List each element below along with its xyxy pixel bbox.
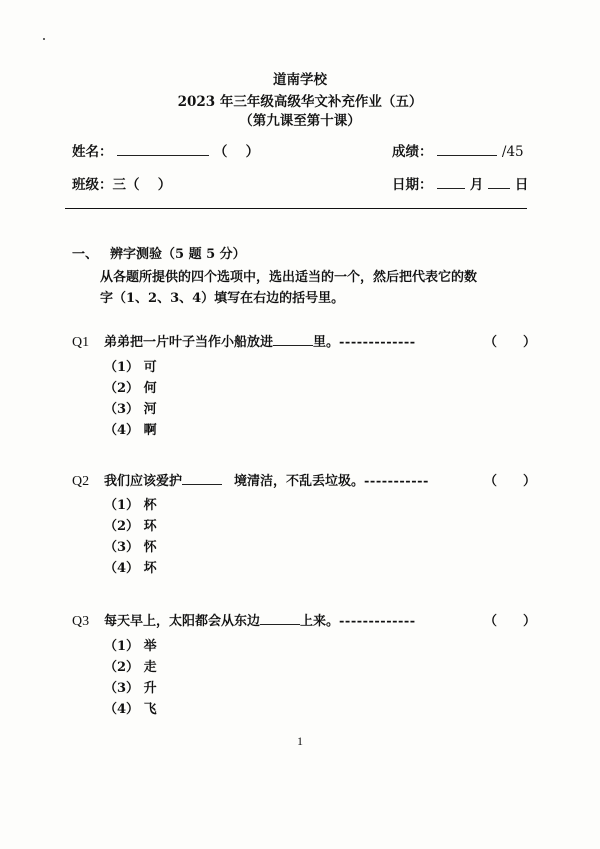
name-label: 姓名： [72,144,113,160]
answer-paren[interactable]: （ ） [484,614,537,629]
class-label: 班级：三（ ） [72,177,172,193]
dash-leader: ------------- [339,614,416,629]
page-number: 1 [297,734,303,748]
month-label: 月 [469,177,484,193]
question-3 [72,610,537,630]
instruction-line-2: 字（1、2、3、4）填写在右边的括号里。 [100,291,345,306]
instruction-line-1: 从各题所提供的四个选项中，选出适当的一个，然后把代表它的数 [100,270,478,285]
name-blank[interactable] [117,145,209,156]
answer-blank[interactable] [260,614,300,625]
score-total: /45 [501,144,524,160]
question-text-after: 里。 [313,335,340,350]
score-field [392,140,524,160]
answer-paren[interactable]: （ ） [484,474,537,489]
section-number: 一、 [72,247,99,262]
section-heading [72,243,246,262]
dash-leader: ------------- [339,335,416,350]
question-number: Q3 [72,614,90,629]
header-divider [65,208,527,209]
question-2 [72,470,537,490]
question-number: Q2 [72,474,90,489]
option-2: （2） 何 [104,381,157,396]
option-1: （1） 杯 [104,498,157,513]
option-4: （4） 坏 [104,561,157,576]
name-field [72,140,259,160]
option-3: （3） 河 [104,402,157,417]
class-field[interactable] [72,173,171,193]
option-1: （1） 举 [104,639,157,654]
day-label: 日 [514,177,529,193]
worksheet-subtitle: （第九课至第十课） [239,113,361,129]
score-label: 成绩： [392,144,433,160]
day-blank[interactable] [488,178,510,189]
dash-leader: ----------- [364,474,429,489]
name-paren[interactable]: （ ） [213,144,260,160]
school-name: 道南学校 [273,72,327,88]
worksheet-title: 2023 年三年级高级华文补充作业（五） [177,94,423,110]
date-field [392,173,528,193]
question-1 [72,331,537,351]
question-text-before: 弟弟把一片叶子当作小船放进 [104,335,274,350]
question-text-before: 每天早上，太阳都会从东边 [104,614,261,629]
question-number: Q1 [72,335,90,350]
answer-blank[interactable] [273,335,313,346]
speck-mark [43,38,45,40]
month-blank[interactable] [437,178,465,189]
question-text-after: 境清洁，不乱丢垃圾。 [234,474,365,489]
option-2: （2） 环 [104,519,157,534]
option-2: （2） 走 [104,660,157,675]
option-4: （4） 飞 [104,702,157,717]
question-text-before: 我们应该爱护 [104,474,183,489]
date-label: 日期： [392,177,433,193]
question-text-after: 上来。 [300,614,340,629]
option-4: （4） 啊 [104,423,157,438]
section-title: 辨字测验（5 题 5 分） [110,247,246,262]
option-1: （1） 可 [104,360,157,375]
answer-blank[interactable] [182,474,222,485]
answer-paren[interactable]: （ ） [484,335,537,350]
option-3: （3） 升 [104,681,157,696]
option-3: （3） 怀 [104,540,157,555]
score-blank[interactable] [437,145,497,156]
